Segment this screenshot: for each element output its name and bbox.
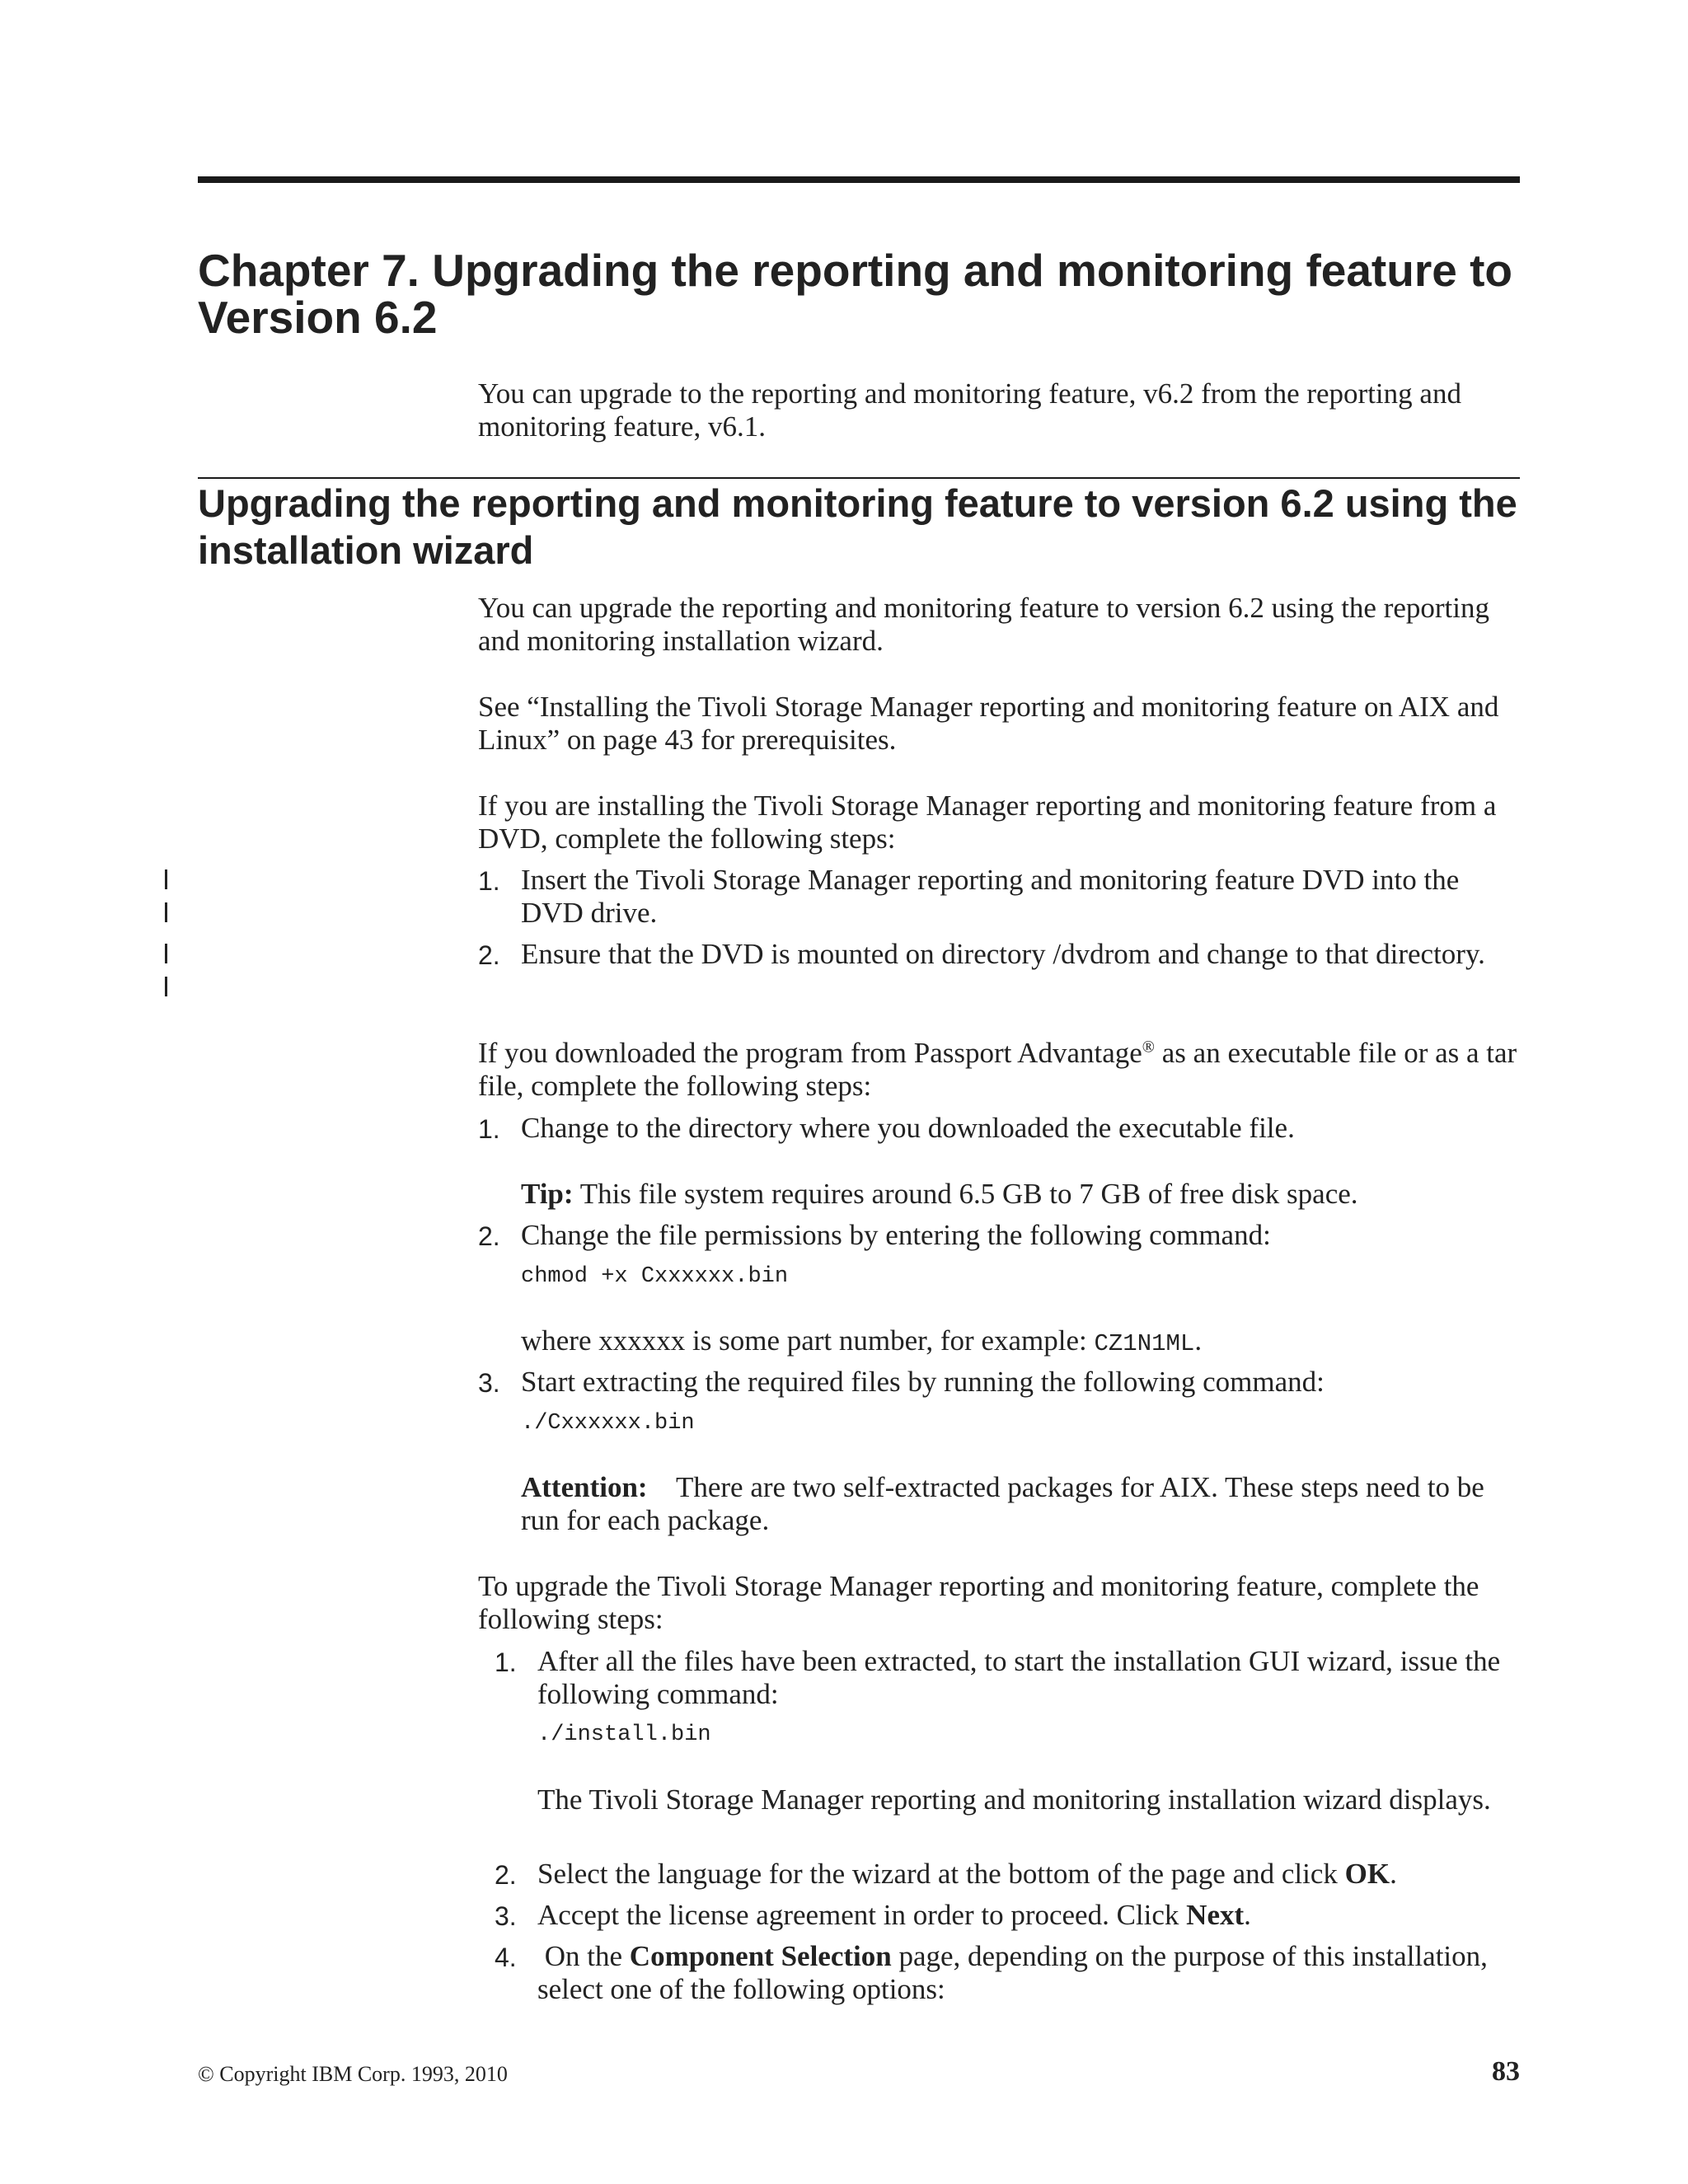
chapter-title: Chapter 7. Upgrading the reporting and monitoring feature to Version 6.2	[198, 245, 1513, 343]
section-rule	[198, 477, 1520, 479]
dvd-step-text: Ensure that the DVD is mounted on directory /dvdrom and change to that directory.	[521, 938, 1485, 970]
command-code: ./Cxxxxxx.bin	[521, 1411, 695, 1436]
download-intro-paragraph	[478, 1037, 1529, 1103]
part-number-code: CZ1N1ML	[1094, 1330, 1195, 1357]
upgrade-step-text	[537, 1858, 1526, 1891]
change-bar	[165, 977, 167, 996]
upgrade-step-text-end: page, depending on the purpose of this installation, select one of the following options:	[537, 1940, 1495, 2005]
list-item-number: 3.	[478, 1368, 500, 1398]
next-label: Next	[1186, 1899, 1245, 1931]
section-paragraph: You can upgrade the reporting and monitoring feature to version 6.2 using the reporting and monitoring installation wizard.	[478, 592, 1489, 657]
part-number-text: where xxxxxx is some part number, for example:	[521, 1324, 1095, 1357]
download-step-text: Change the file permissions by entering the following command:	[521, 1219, 1271, 1251]
attention-label: Attention:	[521, 1471, 648, 1503]
component-selection-label: Component Selection	[629, 1940, 892, 1972]
download-step-text: Change to the directory where you downloaded the executable file.	[521, 1112, 1295, 1144]
upgrade-step-text-part: On the	[537, 1940, 630, 1972]
download-intro-text: If you downloaded the program from Passport Advantage	[478, 1037, 1142, 1069]
list-item-number: 1.	[495, 1647, 517, 1677]
change-bar	[165, 944, 167, 963]
tip-text: This file system requires around 6.5 GB to 7 GB of free disk space.	[579, 1178, 1358, 1210]
list-item-number: 3.	[495, 1901, 517, 1931]
part-number-note	[521, 1324, 1526, 1361]
list-item-number: 1.	[478, 866, 500, 896]
download-intro-text-end: as an executable file or as a tar file, complete the following steps:	[478, 1037, 1517, 1102]
upgrade-intro-paragraph: To upgrade the Tivoli Storage Manager reporting and monitoring feature, complete the following steps:	[478, 1570, 1479, 1635]
change-bar	[165, 902, 167, 922]
chapter-intro: You can upgrade to the reporting and monitoring feature, v6.2 from the reporting and monitoring feature, v6.1.	[478, 377, 1461, 443]
tip-note	[521, 1178, 1526, 1211]
upgrade-step-text	[537, 1940, 1526, 2006]
section-title: Upgrading the reporting and monitoring feature to version 6.2 using the installation wizard	[198, 481, 1517, 572]
dvd-intro-paragraph: If you are installing the Tivoli Storage Manager reporting and monitoring feature from a DVD, complete the following steps:	[478, 790, 1497, 855]
upgrade-step-text-end: .	[1244, 1899, 1251, 1931]
list-item-number: 1.	[478, 1114, 500, 1144]
list-item-number: 2.	[478, 1221, 500, 1251]
upgrade-step-text	[537, 1899, 1526, 1932]
list-item-number: 2.	[478, 940, 500, 970]
upgrade-step-text: After all the files have been extracted, to start the installation GUI wizard, issue the following command:	[537, 1645, 1501, 1710]
list-item-number: 2.	[495, 1860, 517, 1890]
prerequisites-link-paragraph[interactable]: See “Installing the Tivoli Storage Manager reporting and monitoring feature on AIX and Linux” on page 43 for prerequisites.	[478, 691, 1499, 756]
upgrade-step-text-part: Select the language for the wizard at the bottom of the page and click	[537, 1858, 1345, 1890]
tip-label: Tip:	[521, 1178, 574, 1210]
list-item-number: 4.	[495, 1943, 517, 1972]
ok-label: OK	[1344, 1858, 1390, 1890]
command-code: chmod +x Cxxxxxx.bin	[521, 1264, 789, 1289]
registered-mark: ®	[1142, 1038, 1155, 1057]
dvd-step-text: Insert the Tivoli Storage Manager reporting and monitoring feature DVD into the DVD drive.	[521, 864, 1460, 929]
attention-text: There are two self-extracted packages for AIX. These steps need to be run for each package.	[521, 1471, 1484, 1536]
chapter-top-rule	[198, 176, 1520, 183]
attention-note	[521, 1471, 1528, 1537]
upgrade-step-text-part: Accept the license agreement in order to proceed. Click	[537, 1899, 1187, 1931]
download-step-text: Start extracting the required files by running the following command:	[521, 1366, 1325, 1398]
command-code: ./install.bin	[537, 1722, 711, 1747]
wizard-displays-note: The Tivoli Storage Manager reporting and monitoring installation wizard displays.	[537, 1783, 1491, 1816]
copyright-footer: © Copyright IBM Corp. 1993, 2010	[198, 2062, 508, 2086]
page-number: 83	[1492, 2056, 1520, 2087]
change-bar	[165, 869, 167, 889]
upgrade-step-text-end: .	[1390, 1858, 1397, 1890]
part-number-period: .	[1194, 1324, 1203, 1357]
